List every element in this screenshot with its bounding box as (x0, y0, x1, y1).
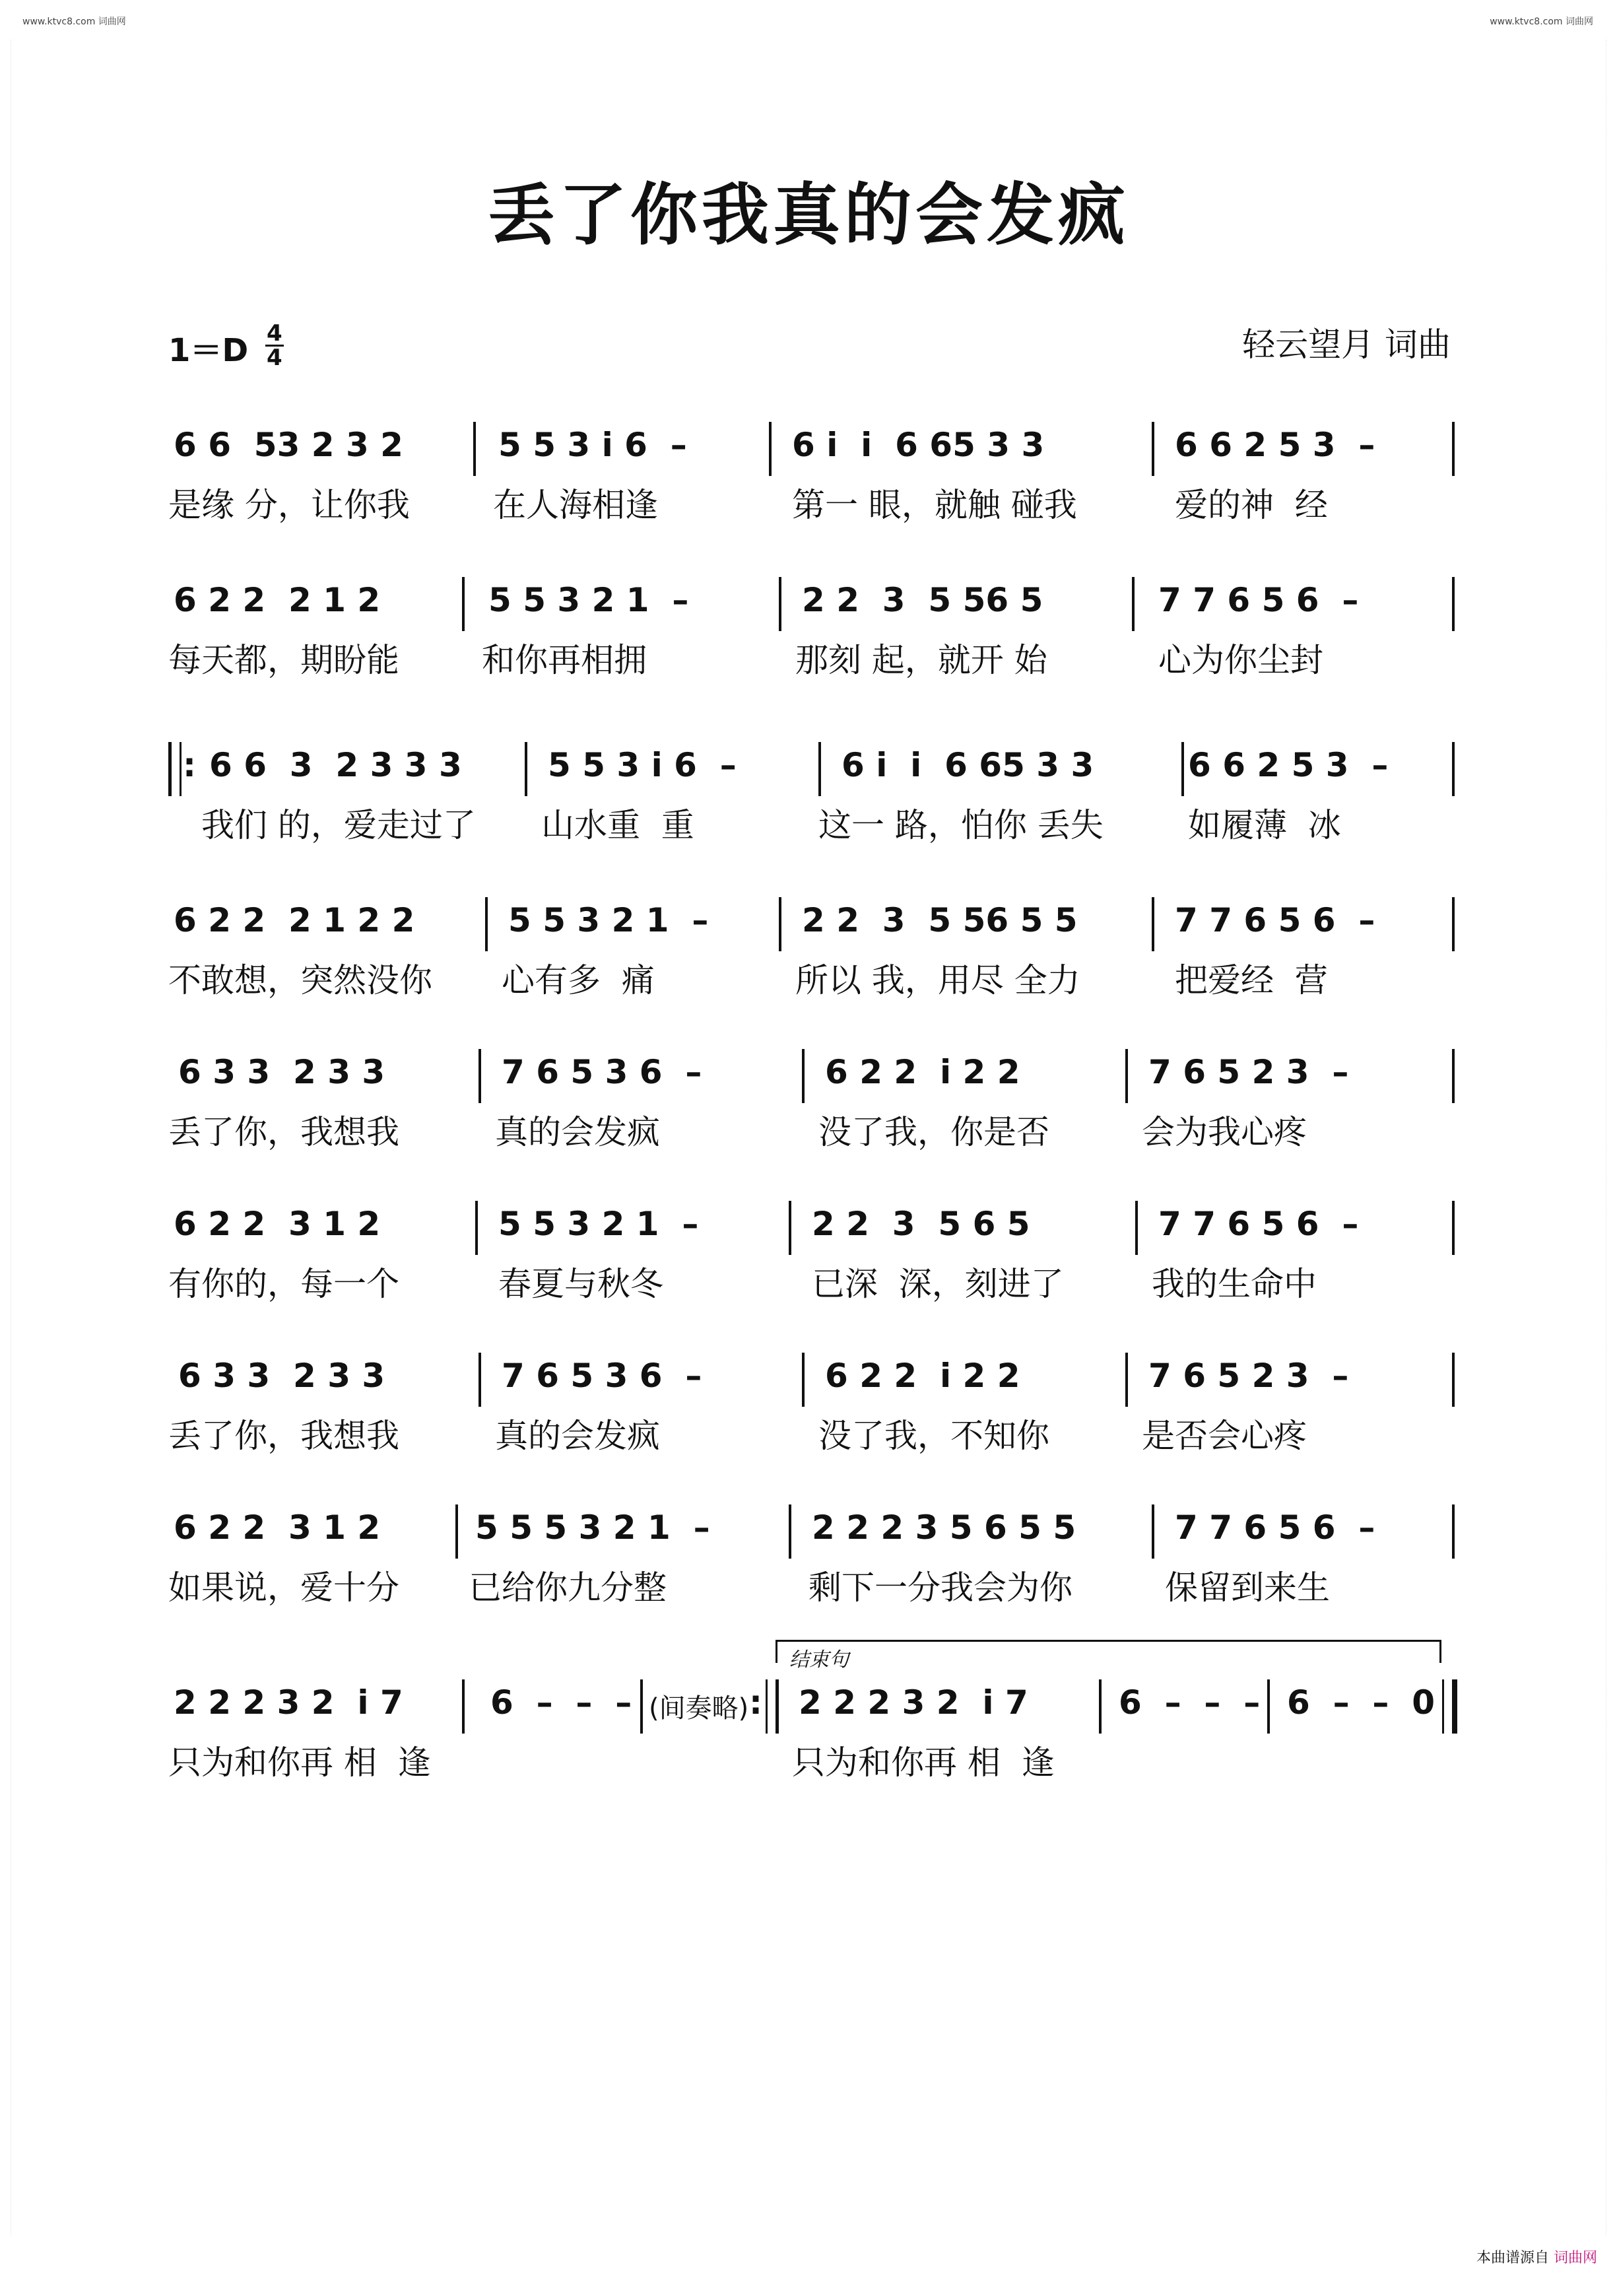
notation-line (168, 746, 1455, 792)
lyric-line (168, 1106, 1455, 1152)
barline (779, 897, 781, 951)
barline (1267, 1679, 1270, 1734)
barline (462, 1679, 465, 1734)
lyric-segment: 所以 我，用尽 全力 (795, 961, 1080, 999)
barline (525, 742, 527, 796)
barline (818, 742, 821, 796)
measure: 2 2 2 3 5 6 5 5 (812, 1508, 1076, 1547)
lyric-line (168, 634, 1455, 680)
lyric-segment: 会为我心疼 (1142, 1113, 1307, 1151)
lyric-segment: 没了我，你是否 (818, 1113, 1049, 1151)
barline (1452, 422, 1455, 476)
lyric-segment: 保留到来生 (1165, 1569, 1330, 1607)
lyric-segment: 丢了你，我想我 (168, 1417, 399, 1455)
lyric-line (168, 1258, 1455, 1304)
key-signature: 1＝D (168, 332, 249, 369)
lyric-segment: 没了我，不知你 (818, 1417, 1049, 1455)
score-system (168, 1508, 1455, 1640)
measure: 6 i i 6 65 3 3 (842, 746, 1094, 784)
measure: 7 7 6 5 6 – (1158, 1205, 1359, 1243)
notation-line (168, 1508, 1455, 1555)
score-system (168, 1053, 1455, 1185)
barline (1125, 1353, 1128, 1407)
barline (462, 577, 465, 631)
left-margin-rail (1, 40, 11, 2235)
measure: 6 6 2 5 3 – (1188, 746, 1389, 784)
measure: 6 6 2 5 3 – (1175, 426, 1375, 464)
barline (478, 1049, 481, 1103)
lyric-line (168, 479, 1455, 525)
lyric-segment: 和你再相拥 (482, 641, 647, 679)
lyric-segment: 我的生命中 (1152, 1265, 1317, 1303)
score-system (168, 581, 1455, 713)
lyric-segment: 爱的神 经 (1175, 486, 1328, 524)
notation-line (168, 1053, 1455, 1099)
barline (475, 1201, 478, 1255)
measure: 2 2 3 5 56 5 (802, 581, 1043, 619)
lyric-line (168, 1409, 1455, 1456)
time-signature (265, 322, 284, 369)
measure: 6 2 2 2 1 2 (174, 581, 381, 619)
ending-label: 结束句 (789, 1648, 849, 1671)
footer-site-link[interactable]: 词曲网 (1553, 2250, 1597, 2266)
barline (1452, 742, 1455, 796)
measure: 7 7 6 5 6 – (1175, 1508, 1375, 1547)
lyric-line (168, 799, 1455, 845)
measure: 2 2 3 5 56 5 5 (802, 901, 1078, 939)
measure: 7 6 5 3 6 – (502, 1357, 702, 1395)
repeat-end-dots: : (749, 1683, 762, 1722)
lyric-line (168, 1736, 1455, 1782)
lyric-line (168, 954, 1455, 1000)
meter-bottom: 4 (267, 345, 282, 371)
measure: 5 5 3 i 6 – (548, 746, 737, 784)
lyric-segment: 如履薄 冰 (1188, 806, 1341, 844)
measure: 7 7 6 5 6 – (1175, 901, 1375, 939)
footer-source-text: 本曲谱源自 (1476, 2250, 1549, 2266)
lyric-segment: 这一 路，怕你 丢失 (818, 806, 1104, 844)
barline (1181, 742, 1184, 796)
measure: 5 5 3 2 1 – (488, 581, 689, 619)
barline (1125, 1049, 1128, 1103)
barline (789, 1201, 791, 1255)
measure: 6 2 2 3 1 2 (174, 1205, 381, 1243)
score-system (168, 1648, 1455, 1815)
notation-line (168, 1205, 1455, 1251)
measure: 6 2 2 3 1 2 (174, 1508, 381, 1547)
barline (485, 897, 488, 951)
lyric-segment: 真的会发疯 (495, 1113, 660, 1151)
notation-line (168, 581, 1455, 627)
lyric-segment: 春夏与秋冬 (498, 1265, 663, 1303)
lyric-segment: 第一 眼，就触 碰我 (792, 486, 1077, 524)
notation-line (168, 901, 1455, 947)
measure: 6 – – – (1119, 1683, 1261, 1722)
barline (1099, 1679, 1102, 1734)
lyric-segment: 只为和你再 相 逢 (792, 1743, 1055, 1782)
song-title: 丢了你我真的会发疯 (488, 176, 1129, 255)
measure: 7 7 6 5 6 – (1158, 581, 1359, 619)
barline (1452, 577, 1455, 631)
lyric-segment: 把爱经 营 (1175, 961, 1328, 999)
repeat-start-barline (168, 742, 182, 796)
notation-line (168, 1648, 1455, 1730)
lyric-segment: 已深 深，刻进了 (812, 1265, 1064, 1303)
barline (1452, 1049, 1455, 1103)
barline (779, 577, 781, 631)
measure: 2 2 2 3 2 i 7 (799, 1683, 1028, 1722)
ending-bracket (776, 1640, 1441, 1671)
barline (1132, 577, 1135, 631)
lyric-segment: 每天都，期盼能 (168, 641, 399, 679)
lyric-segment: 只为和你再 相 逢 (168, 1743, 431, 1782)
repeat-dots: : (183, 746, 196, 784)
barline (1452, 897, 1455, 951)
lyric-segment: 山水重 重 (541, 806, 694, 844)
lyric-segment: 心有多 痛 (502, 961, 655, 999)
measure: 6 3 3 2 3 3 (178, 1357, 385, 1395)
barline (1135, 1201, 1138, 1255)
measure: 2 2 2 3 2 i 7 (174, 1683, 403, 1722)
measure: 6 – – 0 (1287, 1683, 1436, 1722)
lyric-segment: 有你的，每一个 (168, 1265, 399, 1303)
score-system (168, 746, 1455, 878)
measure: 6 2 2 i 2 2 (825, 1053, 1020, 1091)
repeat-end-barline (766, 1679, 779, 1734)
measure: 6 2 2 i 2 2 (825, 1357, 1020, 1395)
barline (802, 1353, 805, 1407)
interlude-note: (间奏略) (649, 1693, 749, 1724)
barline (478, 1353, 481, 1407)
score-system (168, 1357, 1455, 1489)
barline (789, 1504, 791, 1559)
lyric-segment: 那刻 起，就开 始 (795, 641, 1047, 679)
measure: 2 2 3 5 6 5 (812, 1205, 1030, 1243)
header-url-right: www.ktvc8.com 词曲网 (1490, 17, 1593, 27)
lyric-segment: 是否会心疼 (1142, 1417, 1307, 1455)
final-barline (1442, 1679, 1457, 1734)
lyric-segment: 真的会发疯 (495, 1417, 660, 1455)
measure: 7 6 5 2 3 – (1148, 1053, 1349, 1091)
lyric-segment: 我们 的，爱走过了 (201, 806, 476, 844)
measure: 6 2 2 2 1 2 2 (174, 901, 415, 939)
barline (1452, 1353, 1455, 1407)
composer-credit: 轻云望月 词曲 (1242, 325, 1451, 364)
barline (802, 1049, 805, 1103)
score-system (168, 1205, 1455, 1337)
measure: 5 5 5 3 2 1 – (475, 1508, 710, 1547)
measure: 6 6 3 2 3 3 3 (209, 746, 462, 784)
measure: 6 – – – (490, 1683, 632, 1722)
measure: 6 3 3 2 3 3 (178, 1053, 385, 1091)
lyric-segment: 不敢想，突然没你 (168, 961, 432, 999)
barline (1452, 1201, 1455, 1255)
footer-source (1476, 2246, 1597, 2267)
lyric-segment: 在人海相逢 (493, 486, 658, 524)
barline (769, 422, 772, 476)
measure: 7 6 5 2 3 – (1148, 1357, 1349, 1395)
lyric-segment: 心为你尘封 (1158, 641, 1323, 679)
score-system (168, 426, 1455, 558)
lyric-line (168, 1561, 1455, 1607)
measure: 5 5 3 i 6 – (498, 426, 687, 464)
measure: 7 6 5 3 6 – (502, 1053, 702, 1091)
lyric-segment: 是缘 分，让你我 (168, 486, 410, 524)
lyric-segment: 剩下一分我会为你 (808, 1569, 1072, 1607)
barline (1452, 1504, 1455, 1559)
measure: 6 6 53 2 3 2 (174, 426, 403, 464)
barline (1152, 897, 1154, 951)
barline (640, 1679, 643, 1734)
measure: 5 5 3 2 1 – (508, 901, 709, 939)
score-system (168, 901, 1455, 1033)
barline (473, 422, 476, 476)
barline (1152, 1504, 1154, 1559)
barline (1152, 422, 1154, 476)
notation-line (168, 1357, 1455, 1403)
measure: 6 i i 6 65 3 3 (792, 426, 1045, 464)
lyric-segment: 丢了你，我想我 (168, 1113, 399, 1151)
header-url-left: www.ktvc8.com 词曲网 (22, 17, 126, 27)
meter-top: 4 (267, 320, 282, 347)
barline (455, 1504, 458, 1559)
measure: 5 5 3 2 1 – (498, 1205, 699, 1243)
notation-line (168, 426, 1455, 472)
lyric-segment: 已给你九分整 (469, 1569, 667, 1607)
lyric-segment: 如果说，爱十分 (168, 1569, 399, 1607)
right-margin-rail (1606, 40, 1616, 2235)
